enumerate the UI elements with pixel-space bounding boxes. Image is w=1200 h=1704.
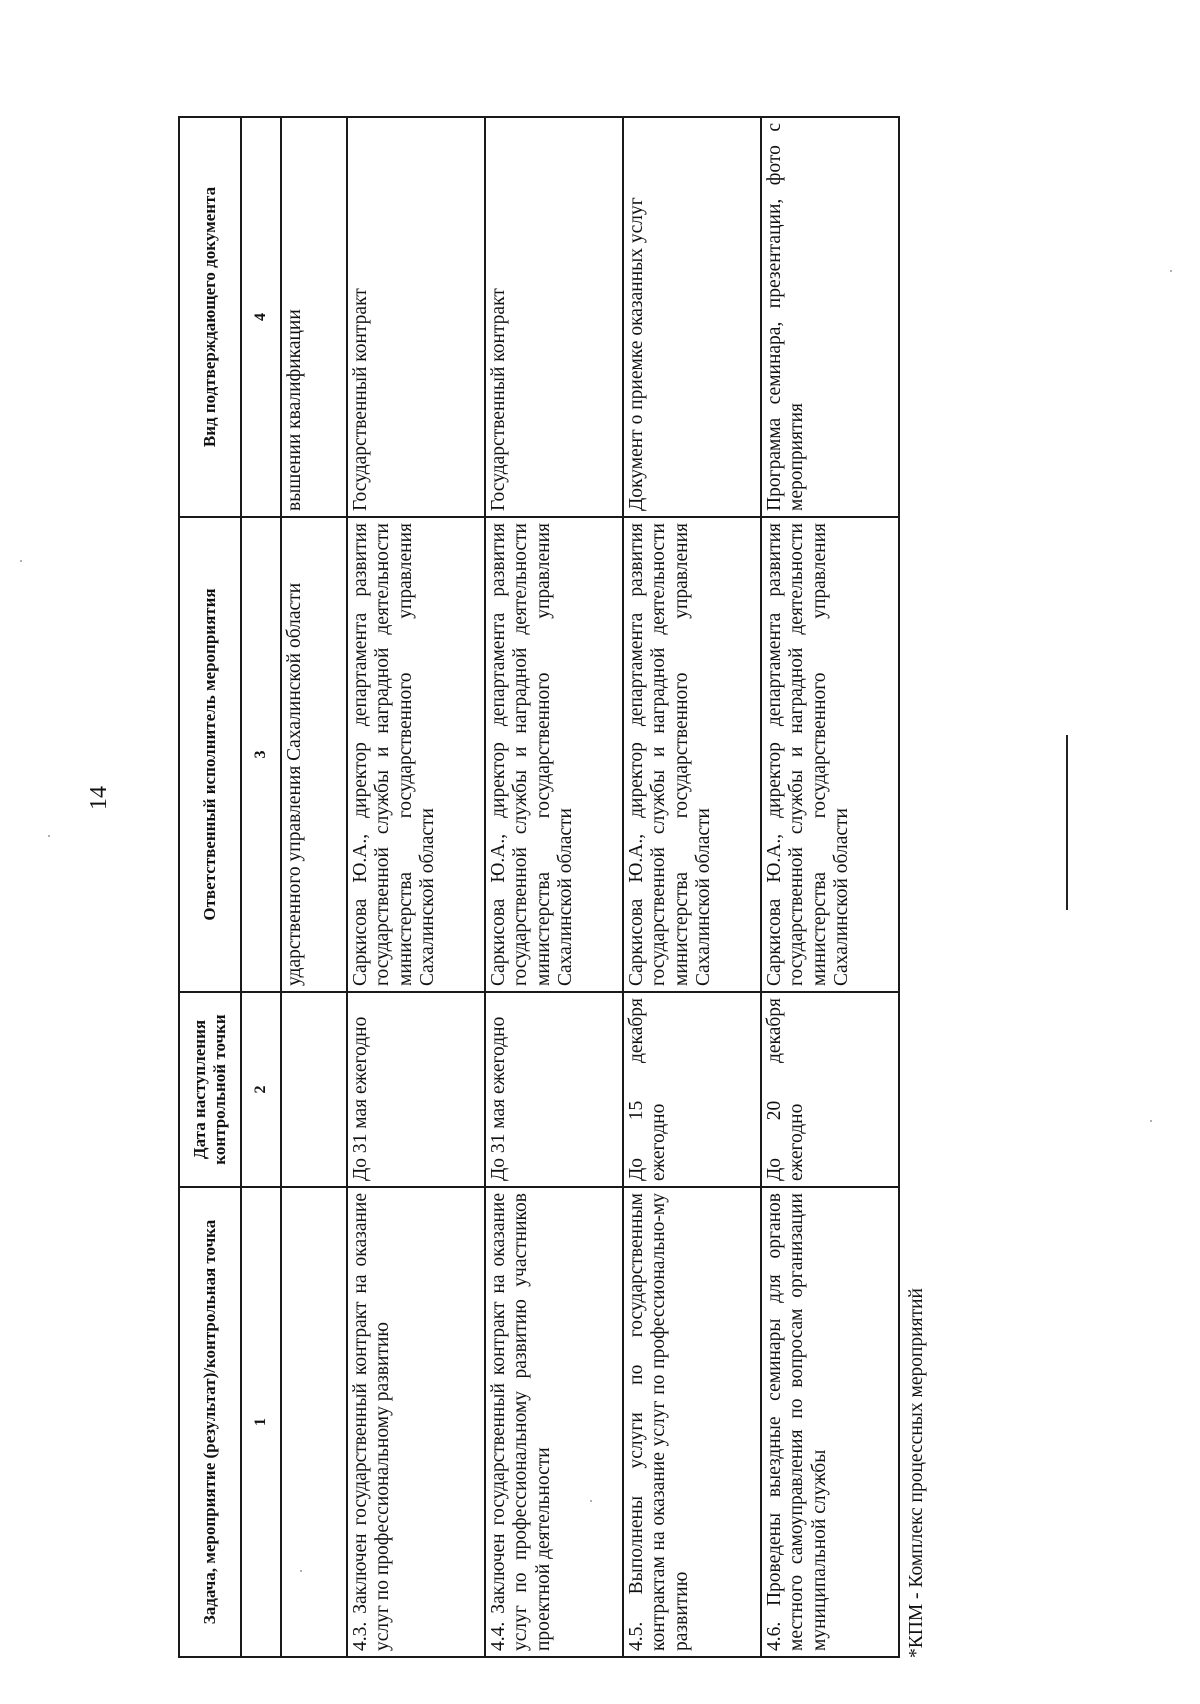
scan-speck <box>20 560 22 562</box>
header-date: Дата наступления контрольной точки <box>179 992 241 1187</box>
table-cell-executor: Саркисова Ю.А., директор департамента развития государственной службы и наградной деятельности министерства государственного управления Сахалинской области <box>761 517 899 992</box>
table-cell-executor: ударственного управления Сахалинской области <box>281 517 347 992</box>
table-cell-task: 4.6. Проведены выездные семинары для органов местного самоуправления по вопросам организации муниципальной службы <box>761 1187 899 1657</box>
rotated-page-content <box>178 118 928 1658</box>
scan-speck <box>48 835 50 837</box>
table-cell-task: 4.4. Заключен государственный контракт на оказание услуг по профессиональному развитию участников проектной деятельности <box>485 1187 623 1657</box>
column-number: 3 <box>241 517 281 992</box>
scan-speck <box>590 1500 592 1502</box>
table-row <box>761 117 899 1657</box>
table-cell-task: 4.3. Заключен государственный контракт на оказание услуг по профессиональному развитию <box>347 1187 485 1657</box>
scan-speck <box>300 1570 302 1572</box>
table-cell-document: вышении квалификации <box>281 117 347 517</box>
continuation-row <box>281 117 347 1657</box>
table-cell-date <box>281 992 347 1187</box>
table-cell-date: До 20 декабря ежегодно <box>761 992 899 1187</box>
end-rule <box>1066 735 1068 910</box>
page-number: 14 <box>86 786 112 810</box>
table-cell-date: До 15 декабря ежегодно <box>623 992 761 1187</box>
table-cell-document: Документ о приемке оказанных услуг <box>623 117 761 517</box>
scan-speck <box>1170 270 1172 272</box>
table-row <box>485 117 623 1657</box>
table-cell-document: Государственный контракт <box>485 117 623 517</box>
table-cell-date: До 31 мая ежегодно <box>485 992 623 1187</box>
table-cell-document: Программа семинара, презентации, фото с мероприятия <box>761 117 899 517</box>
column-number: 1 <box>241 1187 281 1657</box>
table-cell-executor: Саркисова Ю.А., директор департамента развития государственной службы и наградной деятельности министерства государственного управления Сахалинской области <box>623 517 761 992</box>
column-number: 2 <box>241 992 281 1187</box>
table-cell-executor: Саркисова Ю.А., директор департамента развития государственной службы и наградной деятельности министерства государственного управления Сахалинской области <box>485 517 623 992</box>
table-header-row <box>179 117 241 1657</box>
table-row <box>623 117 761 1657</box>
table-cell-document: Государственный контракт <box>347 117 485 517</box>
header-document: Вид подтверждающего документа <box>179 117 241 517</box>
table-row <box>347 117 485 1657</box>
table-cell-date: До 31 мая ежегодно <box>347 992 485 1187</box>
table-cell-task <box>281 1187 347 1657</box>
header-executor: Ответственный исполнитель мероприятия <box>179 517 241 992</box>
table-cell-executor: Саркисова Ю.А., директор департамента развития государственной службы и наградной деятельности министерства государственного управления Сахалинской области <box>347 517 485 992</box>
scan-speck <box>1150 1120 1152 1122</box>
column-number-row <box>241 117 281 1657</box>
header-task: Задача, мероприятие (результат)/контрольная точка <box>179 1187 241 1657</box>
control-points-table <box>178 116 900 1658</box>
column-number: 4 <box>241 117 281 517</box>
table-cell-task: 4.5. Выполнены услуги по государственным контрактам на оказание услуг по профессионально-му развитию <box>623 1187 761 1657</box>
footnote: *КПМ - Комплекс процессных мероприятий <box>906 1288 927 1658</box>
